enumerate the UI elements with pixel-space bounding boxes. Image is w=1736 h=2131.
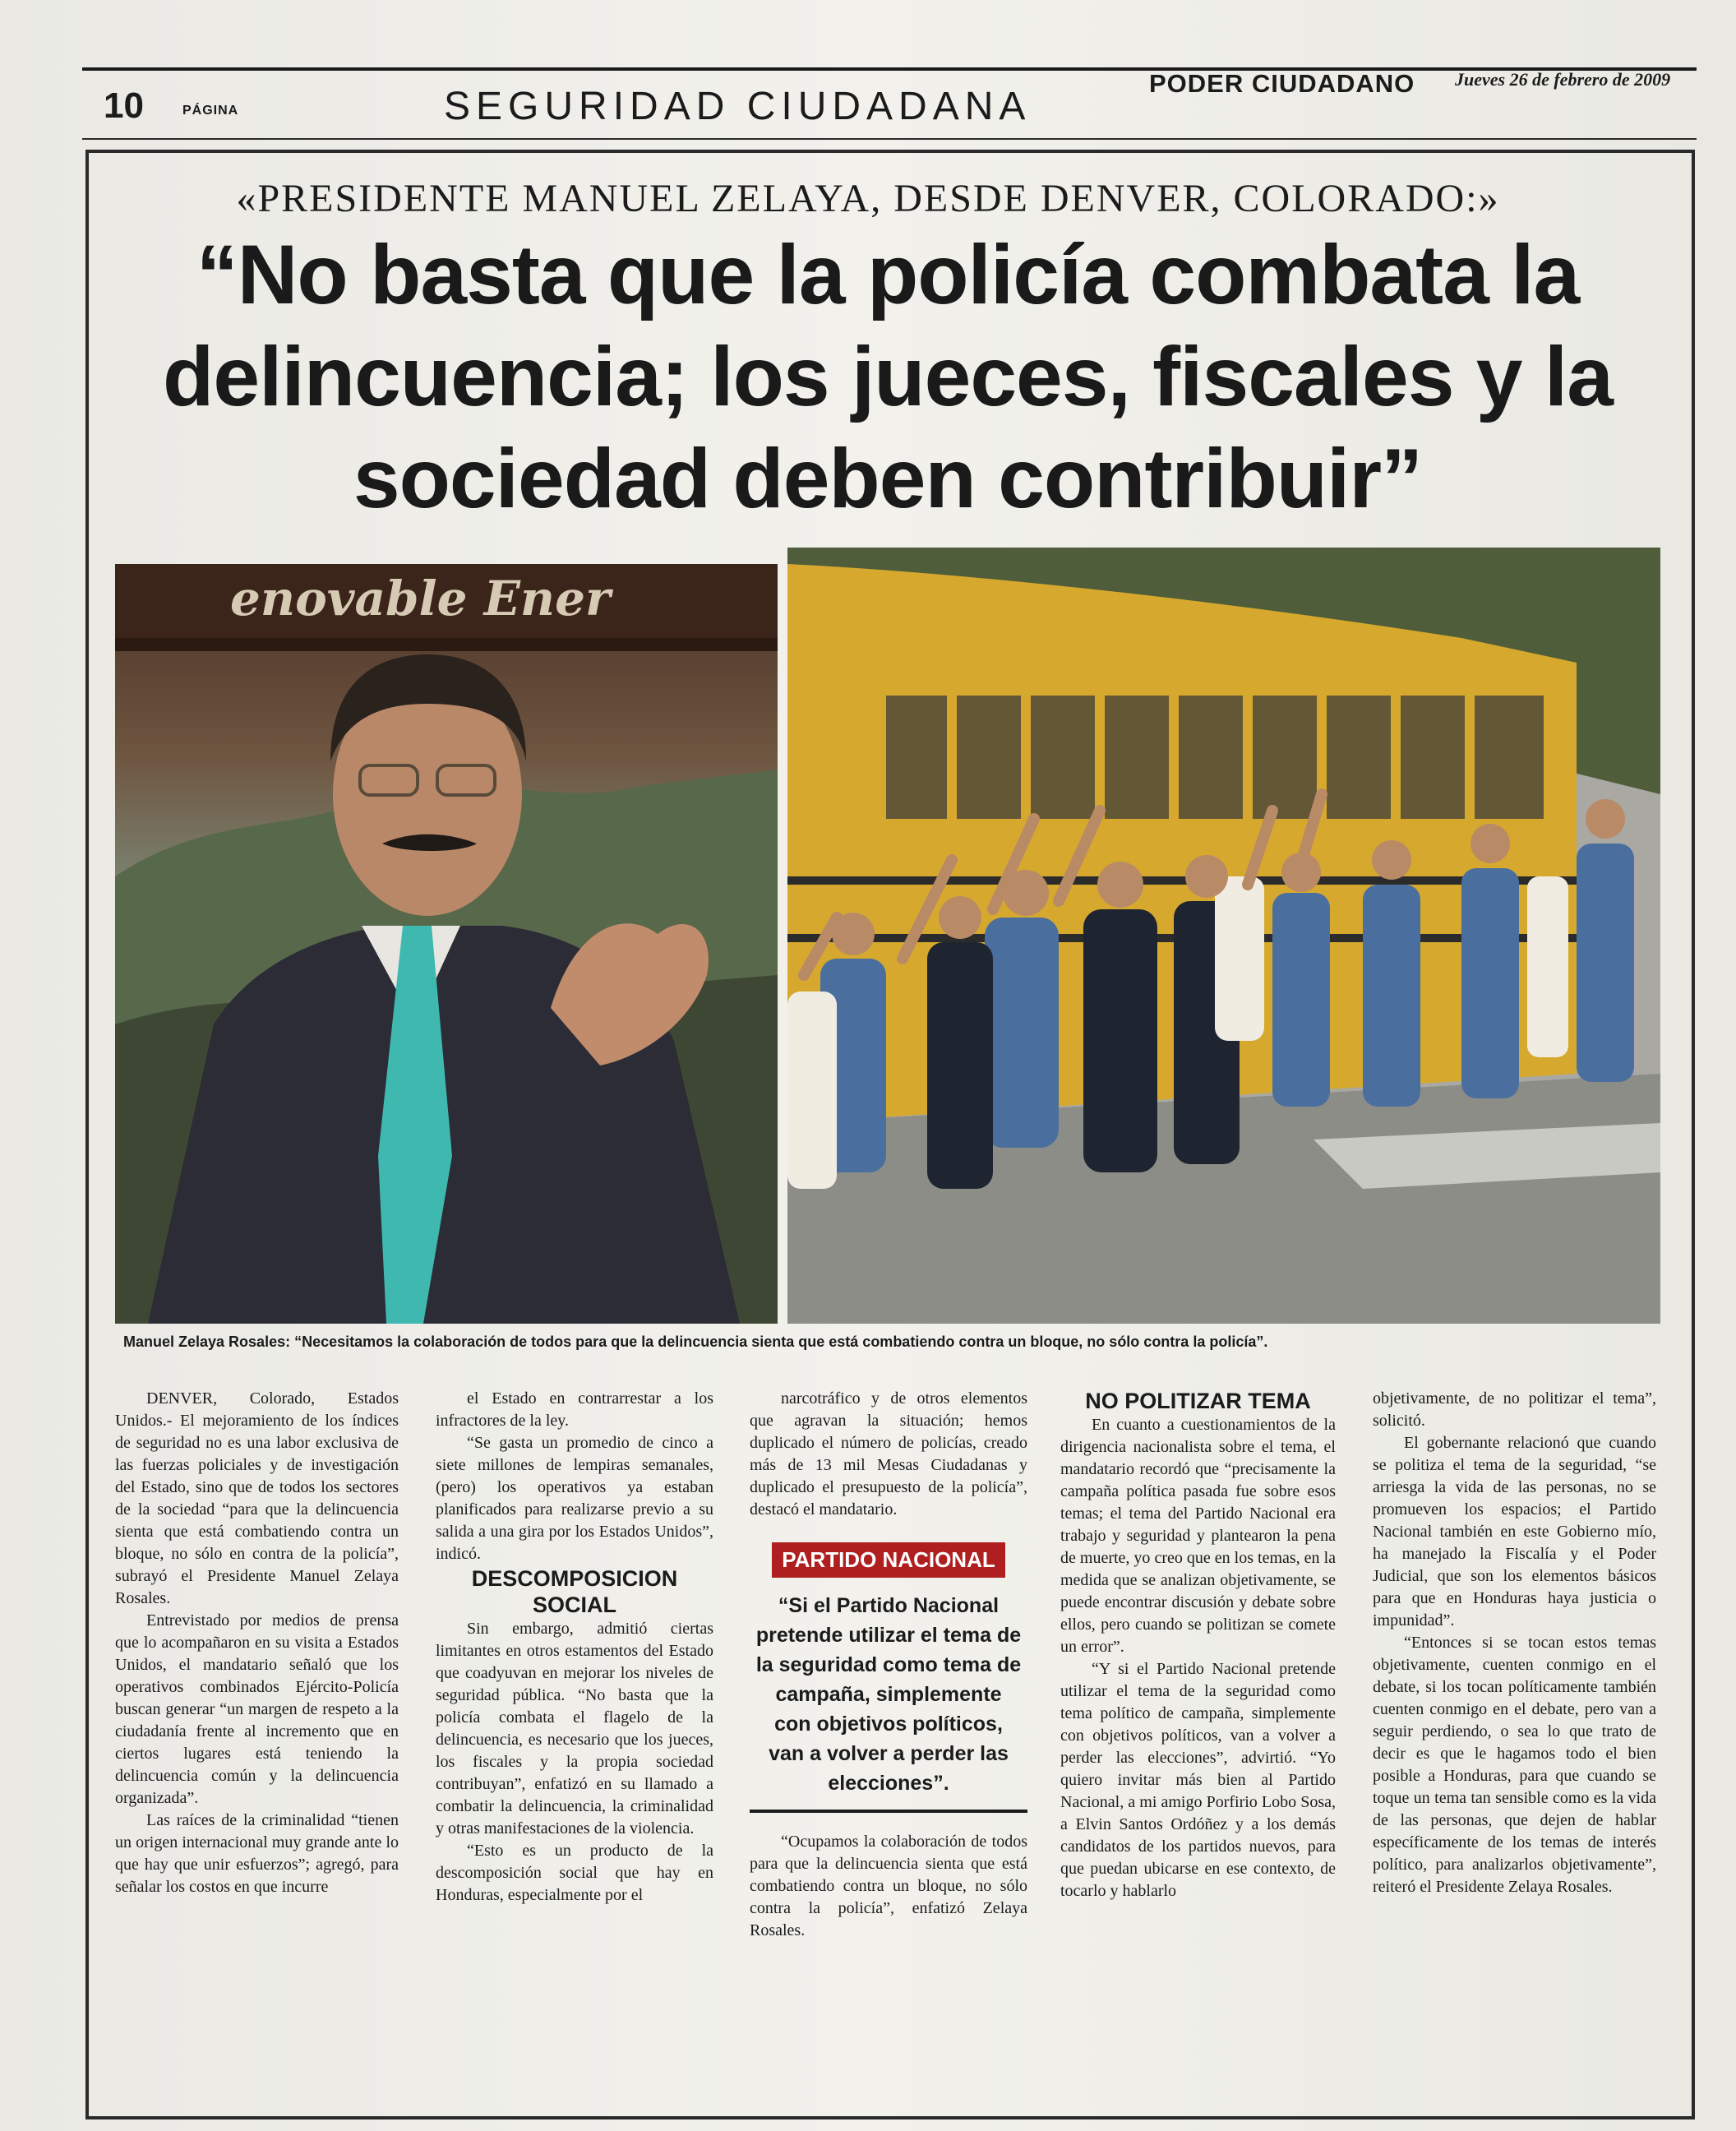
pull-quote: “Si el Partido Nacional pretende utilizar el tema de la seguridad como tema de campaña, simplemente con objetivos políticos, van a volver a perder las elecciones”. <box>750 1591 1027 1813</box>
col3-paragraph-2: “Ocupamos la colaboración de todos para que la delincuencia sienta que está combatiendo contra un bloque, no sólo contra la policía”, enfatizó Zelaya Rosales. <box>750 1833 1027 1939</box>
page-label: PÁGINA <box>182 104 239 118</box>
col1-paragraph-2: Entrevistado por medios de prensa que lo acompañaron en su visita a Estados Unidos, el mandatario señaló que los operativos combinados Ejército-Policía buscan generar “un margen de respeto a la ciudadanía frente al incremento que en ciertos lugares está teniendo la delincuencia común y la delincuencia organizada”. <box>115 1611 399 1807</box>
subheading-no-politizar: NO POLITIZAR TEMA <box>1085 1389 1311 1413</box>
col3-paragraph-1: narcotráfico y de otros elementos que agravan la situación; hemos duplicado el número de policías, creado más de 13 mil Mesas Ciudadanas y duplicado el presupuesto de la policía”, destacó el mandatario. <box>750 1389 1027 1519</box>
column-3 <box>750 1388 1027 1942</box>
col2-paragraph-3: Sin embargo, admitió ciertas limitantes en otros estamentos del Estado que coadyuvan en mejorar los niveles de seguridad pública. “No basta que la policía combata el flagelo de la delincuencia, es necesario que los jueces, los fiscales y la propia sociedad contribuyan”, enfatizó en su llamado a combatir la delincuencia, la criminalidad y otras manifestaciones de la violencia. <box>436 1620 713 1837</box>
photo-police-checkpoint <box>787 548 1660 1324</box>
page-number: 10 <box>104 86 144 126</box>
article-kicker: «PRESIDENTE MANUEL ZELAYA, DESDE DENVER, COLORADO:» <box>236 177 1500 220</box>
publication-brand: PODER CIUDADANO <box>1149 69 1415 98</box>
photo-checkpoint-illustration <box>787 548 1660 1324</box>
column-5 <box>1373 1388 1656 1898</box>
header-bottom-rule <box>82 138 1697 140</box>
col5-paragraph-1: objetivamente, de no politizar el tema”, solicitó. <box>1373 1389 1656 1430</box>
issue-date: Jueves 26 de febrero de 2009 <box>1455 69 1671 90</box>
section-title: SEGURIDAD CIUDADANA <box>444 85 1032 128</box>
col4-paragraph-1: En cuanto a cuestionamientos de la dirigencia nacionalista sobre el tema, el mandatario recordó que “precisamente la campaña política pasada fue sobre esos temas; el tema del Partido Nacional era trabajo y seguridad y plantearon la pena de muerte, yo creo que en los temas, en la medida que se analizan objetivamente, se puede encontrar discusión y debate sobre ellos, pero cuando se politizan se comete un error”. <box>1060 1416 1336 1656</box>
photo-sign-text: enovable Ener <box>230 571 611 626</box>
column-1 <box>115 1388 399 1898</box>
col5-paragraph-2: El gobernante relacionó que cuando se politiza el tema de la seguridad, “se arriesga la vida de las personas, no se promueven los espacios; el Partido Nacional también en este Gobierno mío, ha manejado la Fiscalía y el Poder Judicial, que son los elementos básicos para que en Honduras haya justicia o impunidad”. <box>1373 1434 1656 1629</box>
photo-zelaya <box>115 564 778 1324</box>
photo-zelaya-illustration <box>115 564 778 1324</box>
photo-caption: Manuel Zelaya Rosales: “Necesitamos la colaboración de todos para que la delincuencia sienta que está combatiendo contra un bloque, no sólo contra la policía”. <box>123 1334 1268 1350</box>
column-2 <box>436 1388 713 1907</box>
badge-wrapper <box>750 1521 1027 1591</box>
column-4 <box>1060 1388 1336 1902</box>
partido-nacional-badge: PARTIDO NACIONAL <box>772 1542 1005 1578</box>
col1-paragraph-1: DENVER, Colorado, Estados Unidos.- El mejoramiento de los índices de seguridad no es una labor exclusiva de las fuerzas policiales y de investigación del Estado, sino que de todos los sectores de la sociedad “para que la delincuencia sienta que está combatiendo contra un bloque, no sólo en contra de la policía”, subrayó el Presidente Manuel Zelaya Rosales. <box>115 1389 399 1607</box>
col2-paragraph-2: “Se gasta un promedio de cinco a siete millones de lempiras semanales, (pero) los operativos ya estaban planificados para realizarse previo a su salida a una gira por los Estados Unidos”, indicó. <box>436 1434 713 1563</box>
col2-paragraph-1: el Estado en contrarrestar a los infractores de la ley. <box>436 1389 713 1430</box>
col1-paragraph-3: Las raíces de la criminalidad “tienen un origen internacional muy grande ante lo que hay que unir esfuerzos”; agregó, para señalar los costos en que incurre <box>115 1811 399 1896</box>
article-headline: “No basta que la policía combata la delincuencia; los jueces, fiscales y la sociedad deben contribuir” <box>163 228 1613 525</box>
subheading-descomposicion: DESCOMPOSICION SOCIAL <box>471 1566 678 1617</box>
col4-paragraph-2: “Y si el Partido Nacional pretende utilizar el tema de la seguridad como tema político de campaña, simplemente con objetivos políticos, van a volver a perder las elecciones”, advirtió. “Yo quiero invitar más bien al Partido Nacional, a mi amigo Porfirio Lobo Sosa, a Elvin Santos Ordóñez y a los demás candidatos de los partidos nuevos, para que puedan ubicarse en ese contexto, de tocarlo y hablarlo <box>1060 1660 1336 1900</box>
col2-paragraph-4: “Esto es un producto de la descomposición social que hay en Honduras, especialmente por el <box>436 1842 713 1904</box>
col5-paragraph-3: “Entonces si se tocan estos temas objetivamente, cuenten conmigo en el debate, si los tocan políticamente también cuenten conmigo en el debate, pero van a seguir perdiendo, o sea lo que trato de decir es que le hagamos todo el bien posible a Honduras, para que cuando se toque un tema tan sensible como es la vida de las personas, que dejen de hablar específicamente de los temas de interés político, para analizarlos objetivamente”, reiteró el Presidente Zelaya Rosales. <box>1373 1634 1656 1896</box>
